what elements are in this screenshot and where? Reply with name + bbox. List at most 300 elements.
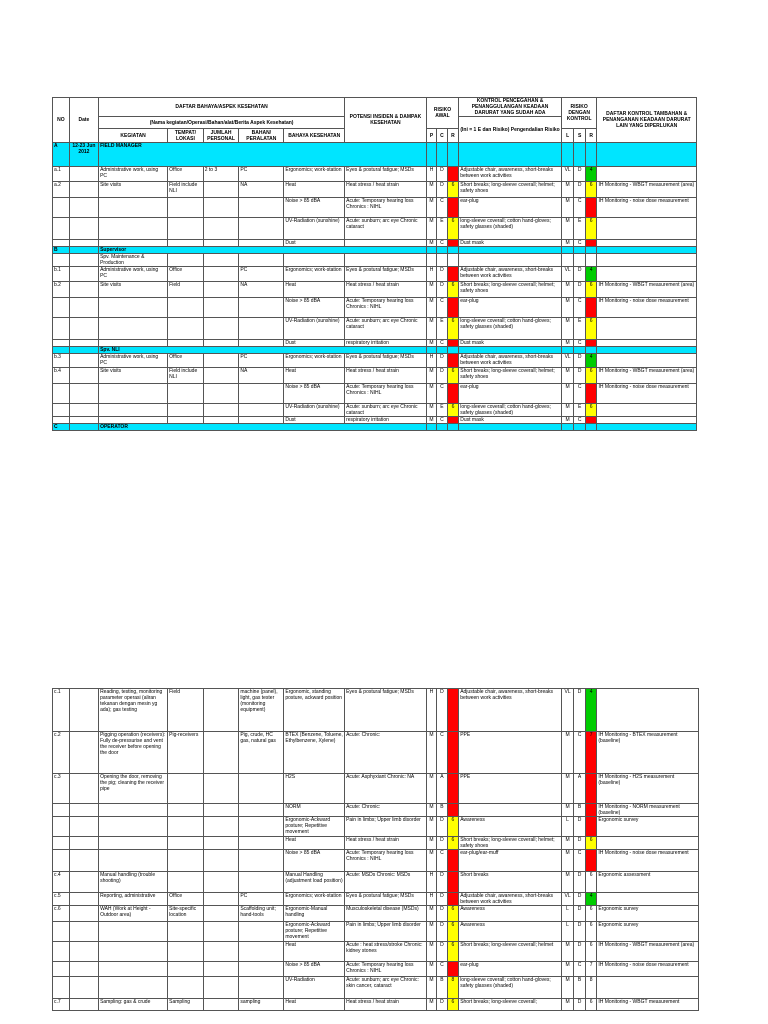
row-s: A <box>574 774 586 804</box>
row-kontrol: Dust mask <box>459 240 562 247</box>
row-tempat <box>168 240 204 247</box>
row-potensi: Heat stress / heat strain <box>345 368 427 384</box>
row-jumlah <box>203 198 239 218</box>
row-tempat <box>168 404 204 417</box>
row-c: D <box>437 942 447 962</box>
row-bahan <box>239 298 284 318</box>
row-r2 <box>585 298 597 318</box>
section-s <box>574 143 586 167</box>
row-kontrol-tambahan <box>597 893 699 906</box>
section-row <box>53 424 697 431</box>
row-kegiatan <box>99 198 168 218</box>
row-date <box>69 198 98 218</box>
table-row <box>53 384 697 404</box>
row-no <box>53 318 70 340</box>
row-no: b.3 <box>53 354 70 368</box>
row-bahan <box>239 962 284 977</box>
row-kontrol <box>459 254 562 267</box>
row-date <box>69 254 98 267</box>
row-jumlah <box>203 962 239 977</box>
section-no: C <box>53 424 70 431</box>
table-row <box>53 218 697 240</box>
row-s: D <box>574 689 586 732</box>
table-row <box>53 977 699 999</box>
row-date <box>69 417 98 424</box>
header-r: R <box>447 129 459 143</box>
row-kegiatan <box>99 384 168 404</box>
row-r: 6 <box>447 318 459 340</box>
section-no <box>53 347 70 354</box>
section-p <box>426 347 436 354</box>
row-c: C <box>437 298 447 318</box>
row-kegiatan: Site visits <box>99 182 168 198</box>
section-date: 12-23 Jun 2012 <box>69 143 98 167</box>
row-p: M <box>426 732 436 774</box>
row-kontrol-tambahan: IH Monitoring - WBGT measurement <box>597 999 699 1011</box>
row-bahaya: Manual Handling (adjustment load position) <box>284 872 345 893</box>
row-jumlah <box>203 774 239 804</box>
row-potensi: Acute: Temporary hearing loss Chronics : NIHL <box>345 384 427 404</box>
section-date <box>69 347 98 354</box>
row-bahan <box>239 340 284 347</box>
row-bahan: PC <box>239 167 284 182</box>
row-jumlah <box>203 850 239 872</box>
section-row <box>53 247 697 254</box>
row-c: C <box>437 340 447 347</box>
row-s: D <box>574 893 586 906</box>
row-s: C <box>574 340 586 347</box>
section-s <box>574 247 586 254</box>
row-no <box>53 977 70 999</box>
row-c: D <box>437 354 447 368</box>
row-bahaya: Ergonomics; work-station <box>284 893 345 906</box>
row-c: C <box>437 240 447 247</box>
section-r2 <box>585 247 597 254</box>
row-jumlah <box>203 218 239 240</box>
row-kontrol-tambahan <box>597 404 697 417</box>
row-potensi: Musculoskeletal disease (MSDs) <box>345 906 427 922</box>
header-kontrol: KONTROL PENCEGAHAN & PENANGGULANGAN KEADAAN DARURAT YANG SUDAH ADA <box>459 98 562 117</box>
table-row <box>53 850 699 872</box>
row-tempat <box>168 837 204 850</box>
row-r2 <box>585 774 597 804</box>
section-add <box>597 247 697 254</box>
row-kegiatan: Site visits <box>99 282 168 298</box>
row-l: M <box>561 774 574 804</box>
row-no <box>53 198 70 218</box>
row-c: C <box>437 417 447 424</box>
table-row <box>53 417 697 424</box>
row-bahaya: BTEX (Benzene, Toluene, Ethylbenzene, Xylene) <box>284 732 345 774</box>
row-bahan <box>239 404 284 417</box>
row-bahan <box>239 384 284 404</box>
section-date <box>69 424 98 431</box>
row-bahan <box>239 774 284 804</box>
table-row <box>53 999 699 1011</box>
row-s: C <box>574 298 586 318</box>
section-c <box>437 424 447 431</box>
row-jumlah <box>203 837 239 850</box>
row-tempat <box>168 340 204 347</box>
row-tempat <box>168 254 204 267</box>
row-bahan <box>239 804 284 817</box>
row-tempat <box>168 774 204 804</box>
row-c: C <box>437 962 447 977</box>
row-bahaya: Ergonomics; work-station <box>284 167 345 182</box>
row-kegiatan <box>99 240 168 247</box>
row-kontrol-tambahan <box>597 354 697 368</box>
row-date <box>69 689 98 732</box>
row-r2 <box>585 850 597 872</box>
row-r2: 6 <box>585 182 597 198</box>
row-bahaya: Ergonomics; work-station <box>284 354 345 368</box>
row-l: VL <box>561 689 574 732</box>
row-r2: 6 <box>585 282 597 298</box>
row-kontrol: ear-plug <box>459 384 562 404</box>
row-kontrol-tambahan <box>597 340 697 347</box>
row-r <box>447 340 459 347</box>
row-r2: 4 <box>585 689 597 732</box>
row-l: VL <box>561 354 574 368</box>
row-potensi: Acute: Chronic: <box>345 804 427 817</box>
row-no <box>53 340 70 347</box>
row-kontrol: ear-plug <box>459 198 562 218</box>
row-c: D <box>437 368 447 384</box>
section-l <box>561 424 574 431</box>
row-c: B <box>437 804 447 817</box>
row-p: M <box>426 850 436 872</box>
row-tempat: Office <box>168 267 204 282</box>
row-c: D <box>437 167 447 182</box>
row-r2: 7 <box>585 732 597 774</box>
row-jumlah <box>203 893 239 906</box>
row-r <box>447 689 459 732</box>
row-potensi: Pain in limbs; Upper limb disorder <box>345 922 427 942</box>
row-potensi: respiratory irritation <box>345 340 427 347</box>
row-p: H <box>426 267 436 282</box>
row-jumlah <box>203 384 239 404</box>
row-kegiatan <box>99 850 168 872</box>
row-r2 <box>585 417 597 424</box>
row-r <box>447 198 459 218</box>
row-p: M <box>426 340 436 347</box>
row-bahaya: Noise > 85 dBA <box>284 298 345 318</box>
row-kontrol: long-sleeve coverall; cotton hand-gloves; safety glasses (shaded) <box>459 218 562 240</box>
row-r <box>447 850 459 872</box>
row-r2: 6 <box>585 404 597 417</box>
row-tempat <box>168 804 204 817</box>
row-kontrol-tambahan: Ergonomic survey <box>597 817 699 837</box>
row-tempat <box>168 872 204 893</box>
row-p: H <box>426 893 436 906</box>
table-row <box>53 732 699 774</box>
row-kontrol-tambahan: IH Monitoring - noise dose measurement <box>597 850 699 872</box>
section-ctrl <box>459 247 562 254</box>
row-kontrol: Dust mask <box>459 417 562 424</box>
header-jumlah: JUMLAH PERSONAL <box>203 129 239 143</box>
row-tempat: Sampling <box>168 999 204 1011</box>
row-c: D <box>437 182 447 198</box>
row-kegiatan <box>99 218 168 240</box>
row-tempat: Field <box>168 689 204 732</box>
section-p <box>426 247 436 254</box>
row-r2: 6 <box>585 906 597 922</box>
row-c: E <box>437 404 447 417</box>
row-bahan: PC <box>239 893 284 906</box>
row-kegiatan: Administrative work, using PC <box>99 354 168 368</box>
row-kontrol: Adjustable chair, awareness, short-breaks between work activities <box>459 267 562 282</box>
row-s: D <box>574 906 586 922</box>
row-l: M <box>561 850 574 872</box>
row-r: 6 <box>447 368 459 384</box>
row-r2: 6 <box>585 318 597 340</box>
header-kegiatan: KEGIATAN <box>99 129 168 143</box>
row-jumlah <box>203 922 239 942</box>
row-no: a.2 <box>53 182 70 198</box>
header-r2: R <box>585 129 597 143</box>
row-date <box>69 922 98 942</box>
row-no: b.2 <box>53 282 70 298</box>
row-no <box>53 218 70 240</box>
row-jumlah <box>203 254 239 267</box>
row-kegiatan <box>99 404 168 417</box>
row-jumlah <box>203 417 239 424</box>
row-p: H <box>426 167 436 182</box>
row-potensi: Acute: sunburn; arc eye Chronic: skin cancer, cataract <box>345 977 427 999</box>
section-p <box>426 424 436 431</box>
row-l: M <box>561 417 574 424</box>
row-tempat <box>168 417 204 424</box>
row-bahan: NA <box>239 182 284 198</box>
row-l: M <box>561 298 574 318</box>
row-tempat <box>168 962 204 977</box>
row-kontrol: Short breaks; long-sleeve coverall; helmet; safety shoes <box>459 182 562 198</box>
row-kontrol-tambahan <box>597 240 697 247</box>
row-s: D <box>574 817 586 837</box>
row-s: C <box>574 732 586 774</box>
row-potensi: Eyes & postural fatigue; MSDs <box>345 167 427 182</box>
row-no <box>53 817 70 837</box>
header-s: S <box>574 129 586 143</box>
row-l: M <box>561 282 574 298</box>
row-s: D <box>574 999 586 1011</box>
row-l: M <box>561 182 574 198</box>
row-c: D <box>437 872 447 893</box>
row-no <box>53 804 70 817</box>
section-ctrl <box>459 143 562 167</box>
row-kegiatan <box>99 817 168 837</box>
header-bahan: BAHAN/ PERALATAN <box>239 129 284 143</box>
row-p: M <box>426 368 436 384</box>
row-kontrol: Adjustable chair, awareness, short-breaks between work activities <box>459 167 562 182</box>
row-r: 6 <box>447 817 459 837</box>
table-row <box>53 872 699 893</box>
row-bahaya: Dust <box>284 417 345 424</box>
row-tempat <box>168 318 204 340</box>
row-bahan <box>239 922 284 942</box>
row-kegiatan <box>99 977 168 999</box>
row-s: E <box>574 218 586 240</box>
row-no: c.4 <box>53 872 70 893</box>
row-potensi <box>345 254 427 267</box>
row-tempat: Field include NLI <box>168 368 204 384</box>
row-s: C <box>574 198 586 218</box>
hazard-table-page-2 <box>52 688 699 1011</box>
header-bahaya: BAHAYA KESEHATAN <box>284 129 345 143</box>
row-kontrol: Short breaks; long-sleeve coverall; <box>459 999 562 1011</box>
row-r <box>447 804 459 817</box>
row-potensi: Acute: sunburn; arc eye Chronic cataract <box>345 218 427 240</box>
row-l: VL <box>561 267 574 282</box>
row-tempat: Pig-receivers <box>168 732 204 774</box>
row-p: M <box>426 218 436 240</box>
row-r <box>447 240 459 247</box>
row-r <box>447 298 459 318</box>
row-r <box>447 267 459 282</box>
row-kontrol: long-sleeve coverall; cotton hand-gloves; safety glasses (shaded) <box>459 977 562 999</box>
table-row <box>53 254 697 267</box>
row-kontrol-tambahan: IH Monitoring - noise dose measurement <box>597 384 697 404</box>
row-l: M <box>561 384 574 404</box>
row-potensi: Acute: sunburn; arc eye Chronic cataract <box>345 404 427 417</box>
row-c: E <box>437 218 447 240</box>
section-r2 <box>585 143 597 167</box>
row-tempat <box>168 850 204 872</box>
row-r <box>447 167 459 182</box>
section-row <box>53 347 697 354</box>
row-date <box>69 384 98 404</box>
row-s <box>574 254 586 267</box>
row-bahaya: Dust <box>284 340 345 347</box>
row-r: 6 <box>447 182 459 198</box>
row-no <box>53 417 70 424</box>
row-potensi: Eyes & postural fatigue; MSDs <box>345 893 427 906</box>
row-c: C <box>437 850 447 872</box>
row-r: 6 <box>447 282 459 298</box>
row-kontrol-tambahan <box>597 167 697 182</box>
row-s: D <box>574 942 586 962</box>
header-risiko-awal: RISIKO AWAL <box>426 98 458 129</box>
row-no <box>53 942 70 962</box>
table-row <box>53 404 697 417</box>
row-s: D <box>574 872 586 893</box>
row-tempat <box>168 198 204 218</box>
row-l: M <box>561 368 574 384</box>
row-kontrol: Short breaks; long-sleeve coverall; helmet; safety shoes <box>459 282 562 298</box>
row-c: D <box>437 906 447 922</box>
row-s: C <box>574 384 586 404</box>
row-potensi: Acute : heat stress/stroke Chronic: kidney stones <box>345 942 427 962</box>
section-p <box>426 143 436 167</box>
row-kontrol-tambahan <box>597 417 697 424</box>
row-no <box>53 384 70 404</box>
row-bahan <box>239 872 284 893</box>
row-kontrol-tambahan: IH Monitoring - noise dose measurement <box>597 198 697 218</box>
row-r2: 7 <box>585 962 597 977</box>
row-kontrol: Short breaks; long-sleeve coverall; helmet; safety shoes <box>459 837 562 850</box>
row-jumlah <box>203 298 239 318</box>
row-no: c.6 <box>53 906 70 922</box>
row-jumlah <box>203 942 239 962</box>
row-r2 <box>585 804 597 817</box>
row-no <box>53 254 70 267</box>
header-no: NO <box>53 98 70 143</box>
row-kegiatan <box>99 318 168 340</box>
row-bahaya: Heat <box>284 942 345 962</box>
row-bahan: machine (panel), light, gas tester (monitoring equipment) <box>239 689 284 732</box>
row-kontrol: Adjustable chair, awareness, short-breaks between work activities <box>459 893 562 906</box>
row-bahaya: Noise > 85 dBA <box>284 850 345 872</box>
row-kegiatan: WAH (Work at Height - Outdoor area) <box>99 906 168 922</box>
row-kontrol-tambahan: IH Monitoring - WBGT measurement (area) <box>597 942 699 962</box>
section-l <box>561 143 574 167</box>
row-bahaya: UV-Radiation (sunshine) <box>284 404 345 417</box>
section-no: B <box>53 247 70 254</box>
row-kegiatan: Spv. Maintenance & Production <box>99 254 168 267</box>
row-c: D <box>437 837 447 850</box>
row-p: M <box>426 774 436 804</box>
row-kontrol-tambahan <box>597 837 699 850</box>
section-s <box>574 347 586 354</box>
row-date <box>69 962 98 977</box>
row-bahan <box>239 240 284 247</box>
row-r <box>447 354 459 368</box>
row-kontrol <box>459 804 562 817</box>
row-s: B <box>574 804 586 817</box>
row-c: D <box>437 817 447 837</box>
row-no <box>53 240 70 247</box>
row-p: H <box>426 354 436 368</box>
row-l: M <box>561 732 574 774</box>
row-r2: 4 <box>585 167 597 182</box>
section-c <box>437 143 447 167</box>
row-jumlah <box>203 282 239 298</box>
row-kegiatan <box>99 298 168 318</box>
row-no: b.1 <box>53 267 70 282</box>
row-potensi: Eyes & postural fatigue; MSDs <box>345 689 427 732</box>
header-daftar-bahaya: DAFTAR BAHAYA/ASPEK KESEHATAN <box>99 98 345 117</box>
table-row <box>53 922 699 942</box>
row-l: M <box>561 837 574 850</box>
table-row <box>53 689 699 732</box>
row-kontrol-tambahan: IH Monitoring - H2S measurement (baseline) <box>597 774 699 804</box>
row-date <box>69 872 98 893</box>
row-bahaya: UV-Radiation (sunshine) <box>284 218 345 240</box>
header-tempat: TEMPAT/ LOKASI <box>168 129 204 143</box>
row-potensi <box>345 240 427 247</box>
hazard-rows-page-2 <box>53 689 699 1011</box>
row-s: D <box>574 267 586 282</box>
row-c: D <box>437 893 447 906</box>
row-r2: 4 <box>585 354 597 368</box>
row-s: D <box>574 167 586 182</box>
table-row <box>53 267 697 282</box>
row-bahan: Pig, crude, HC gas, natural gas <box>239 732 284 774</box>
table-row <box>53 817 699 837</box>
row-no: c.1 <box>53 689 70 732</box>
row-kontrol-tambahan: IH Monitoring - BTEX measurement (baseline) <box>597 732 699 774</box>
row-s: C <box>574 962 586 977</box>
row-r <box>447 872 459 893</box>
header-kontrol-note: (Ini = 1 E dan Risiko) Pengendalian Risiko <box>459 117 562 143</box>
row-date <box>69 837 98 850</box>
row-p: M <box>426 942 436 962</box>
row-potensi: respiratory irritation <box>345 417 427 424</box>
row-bahan <box>239 218 284 240</box>
row-jumlah <box>203 182 239 198</box>
row-bahaya: Dust <box>284 240 345 247</box>
section-l <box>561 347 574 354</box>
